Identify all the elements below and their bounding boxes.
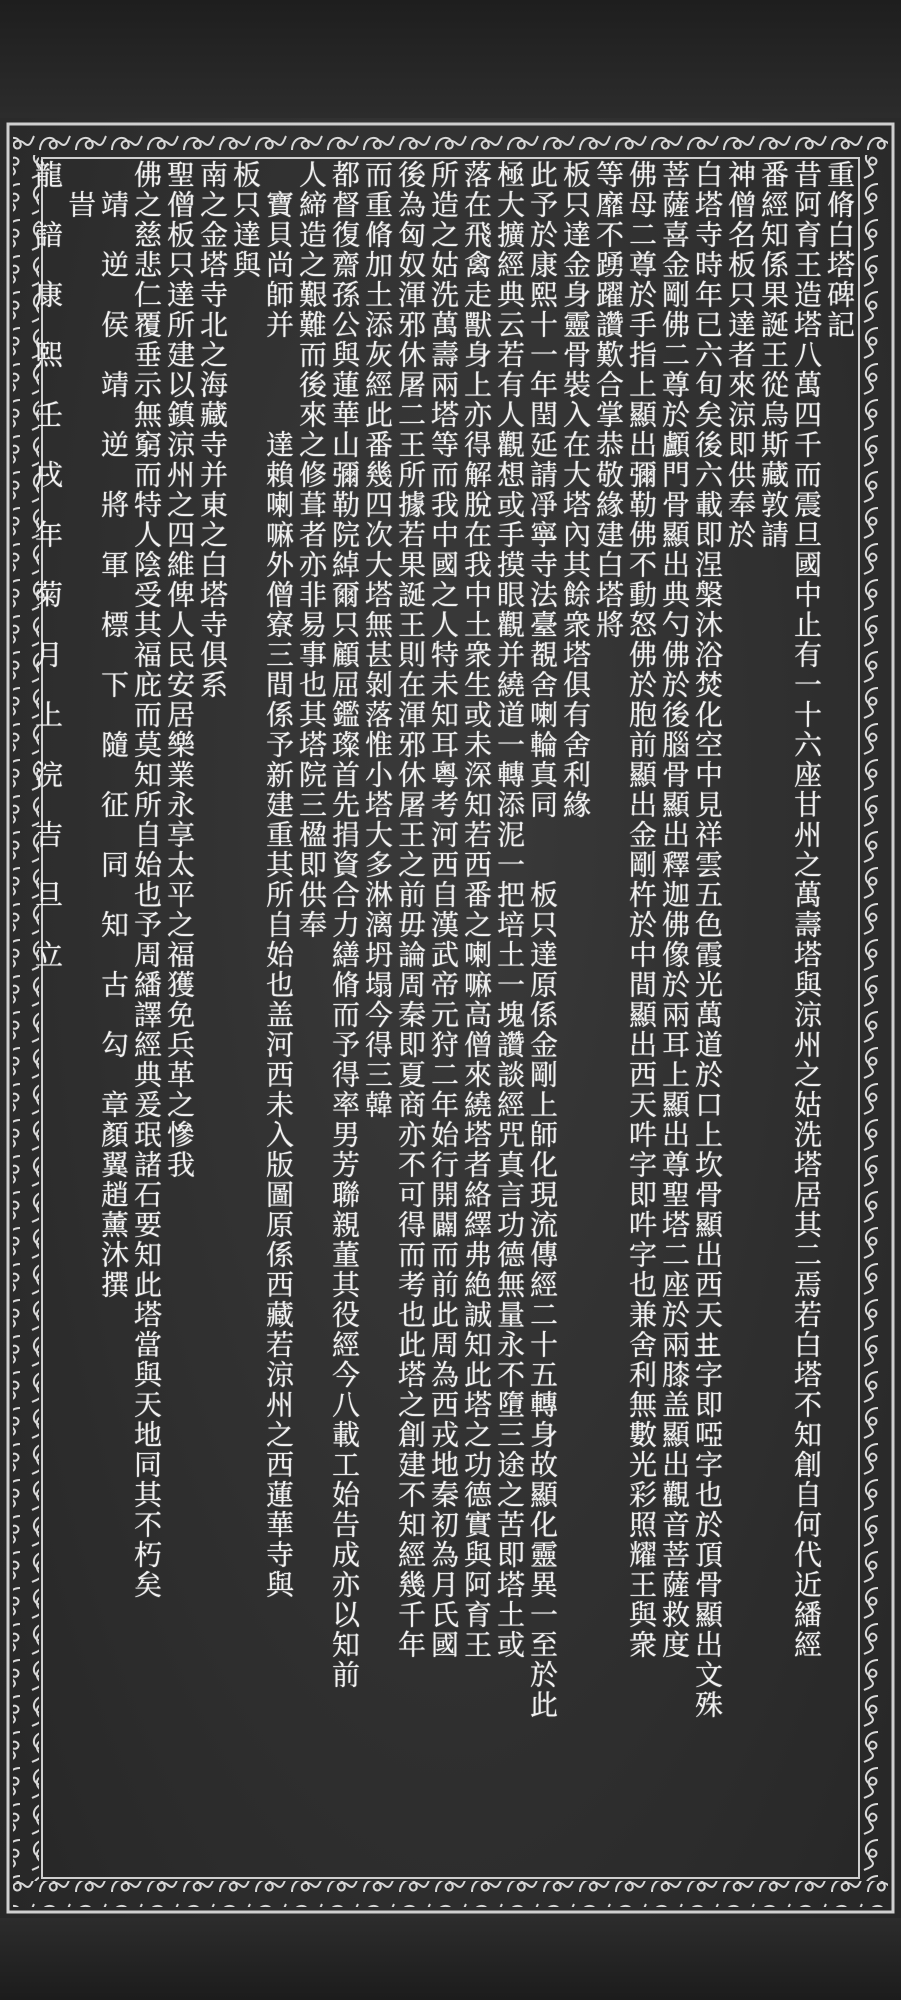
inscription-column: 昔阿育王造塔八萬四千而震旦國中止有一十六座甘州之萬壽塔與涼州之姑洗塔居其二焉若白塔不知創自何代近繙經 xyxy=(790,160,823,1660)
inscription-column: 板只達與 xyxy=(229,160,262,280)
inscription-column: 南之金塔寺北之海藏寺并東之白塔寺俱系 xyxy=(196,160,229,700)
inscription-column: 人締造之艱難而後來之修葺者亦非易事也其塔院三楹即供奉 xyxy=(295,160,328,940)
inscription-column: 神僧名板只達者來涼即供奉於 xyxy=(724,160,757,550)
inscription-column: 後為匈奴渾邪休屠二王所據若果誕王則在渾邪休屠王之前毋論周秦即夏商亦不可得而考也此塔之創建不知經幾千年 xyxy=(394,160,427,1660)
inscription-column: 聖僧板只達所建以鎮涼州之四維俾人民安居樂業永享太平之福獲免兵革之慘我 xyxy=(163,160,196,1180)
inscription-column: 寶貝尚師并 達賴喇嘛外僧寮三間係予新建重其所自始也盖河西未入版圖原係西藏若涼州之西蓮華寺與 xyxy=(262,160,295,1600)
inscription-column: 番經知係果誕王從烏斯藏敦請 xyxy=(757,160,790,550)
inscription-column: 白塔寺時年已六旬矣後六載即涅槃沐浴焚化空中見祥雲五色霞光萬道於口上坎骨顯出西天𠀎字即啞字也於頂骨顯出文殊 xyxy=(691,160,724,1720)
inscription-column: 所造之姑洗萬壽兩塔等而我中國之人特未知耳粵考河西自漢武帝元狩二年始行開闢而前此周為西戎地秦初為月氏國 xyxy=(427,160,460,1660)
inscription-column: 菩薩喜金剛佛二尊於顱門骨顯出典勺佛於後腦骨顯出釋迦佛像於兩耳上顯出尊聖塔二座於兩膝盖顯出觀音菩薩救度 xyxy=(658,160,691,1660)
inscription-column: 等靡不踴躍讚歎合掌恭敬緣建白塔將 xyxy=(592,160,625,640)
inscription-column: 旹 xyxy=(64,160,97,220)
inscription-column: 佛之慈悲仁覆垂示無窮而特人陰受其福庇而莫知所自始也予周繙譯經典爰珉諸石要知此塔當與天地同其不朽矣 xyxy=(130,160,163,1600)
inscription-column: 而重脩加土添灰經此番幾四次大塔無甚剝落惟小塔大多淋漓坍塌今得三韓 xyxy=(361,160,394,1120)
inscription-column: 落在飛禽走獸身上亦得解脫在我中土衆生或未深知若西番之喇嘛高僧來繞塔者絡繹弗絶誠知此塔之功德實與阿育王 xyxy=(460,160,493,1660)
inscription-column: 都督復齋孫公與蓮華山彌勒院綽爾只顧屈鑑璨首先捐資合力繕脩而予得率男芳聯親董其役經今八載工始告成亦以知前 xyxy=(328,160,361,1690)
inscription-column: 極大擴經典云若有人觀想或手摸眼觀并繞道一轉添泥一把培土一塊讚談經咒真言功德無量永不墮三途之苦即塔土或 xyxy=(493,160,526,1660)
inscription-column: 板只達金身靈骨裝入在大塔內其餘衆塔俱有舍利緣 xyxy=(559,160,592,820)
inscription-text xyxy=(31,160,860,1900)
inscription-column: 重脩白塔碑記 xyxy=(823,160,856,340)
inscription-column: 此予於康熙十一年閏延請凈寧寺法臺覩舍喇輪真同 板只達原係金剛上師化現流傳經二十五轉身故顯化靈異一至於此 xyxy=(526,160,559,1720)
inscription-column: 龍 諳 康 熙 壬 戌 年 菊 月 上 浣 吉 旦 立 xyxy=(31,160,64,970)
inscription-column: 靖 逆 侯 靖 逆 將 軍 標 下 隨 征 同 知 古 勾 章顏翼趙薰沐撰 xyxy=(97,160,130,1300)
inscription-column: 佛母二尊於手指上顯出彌勒佛不動怒佛於胞前顯出金剛杵於中間顯出西天吽字即吽字也兼舍利無數光彩照耀王與衆 xyxy=(625,160,658,1660)
